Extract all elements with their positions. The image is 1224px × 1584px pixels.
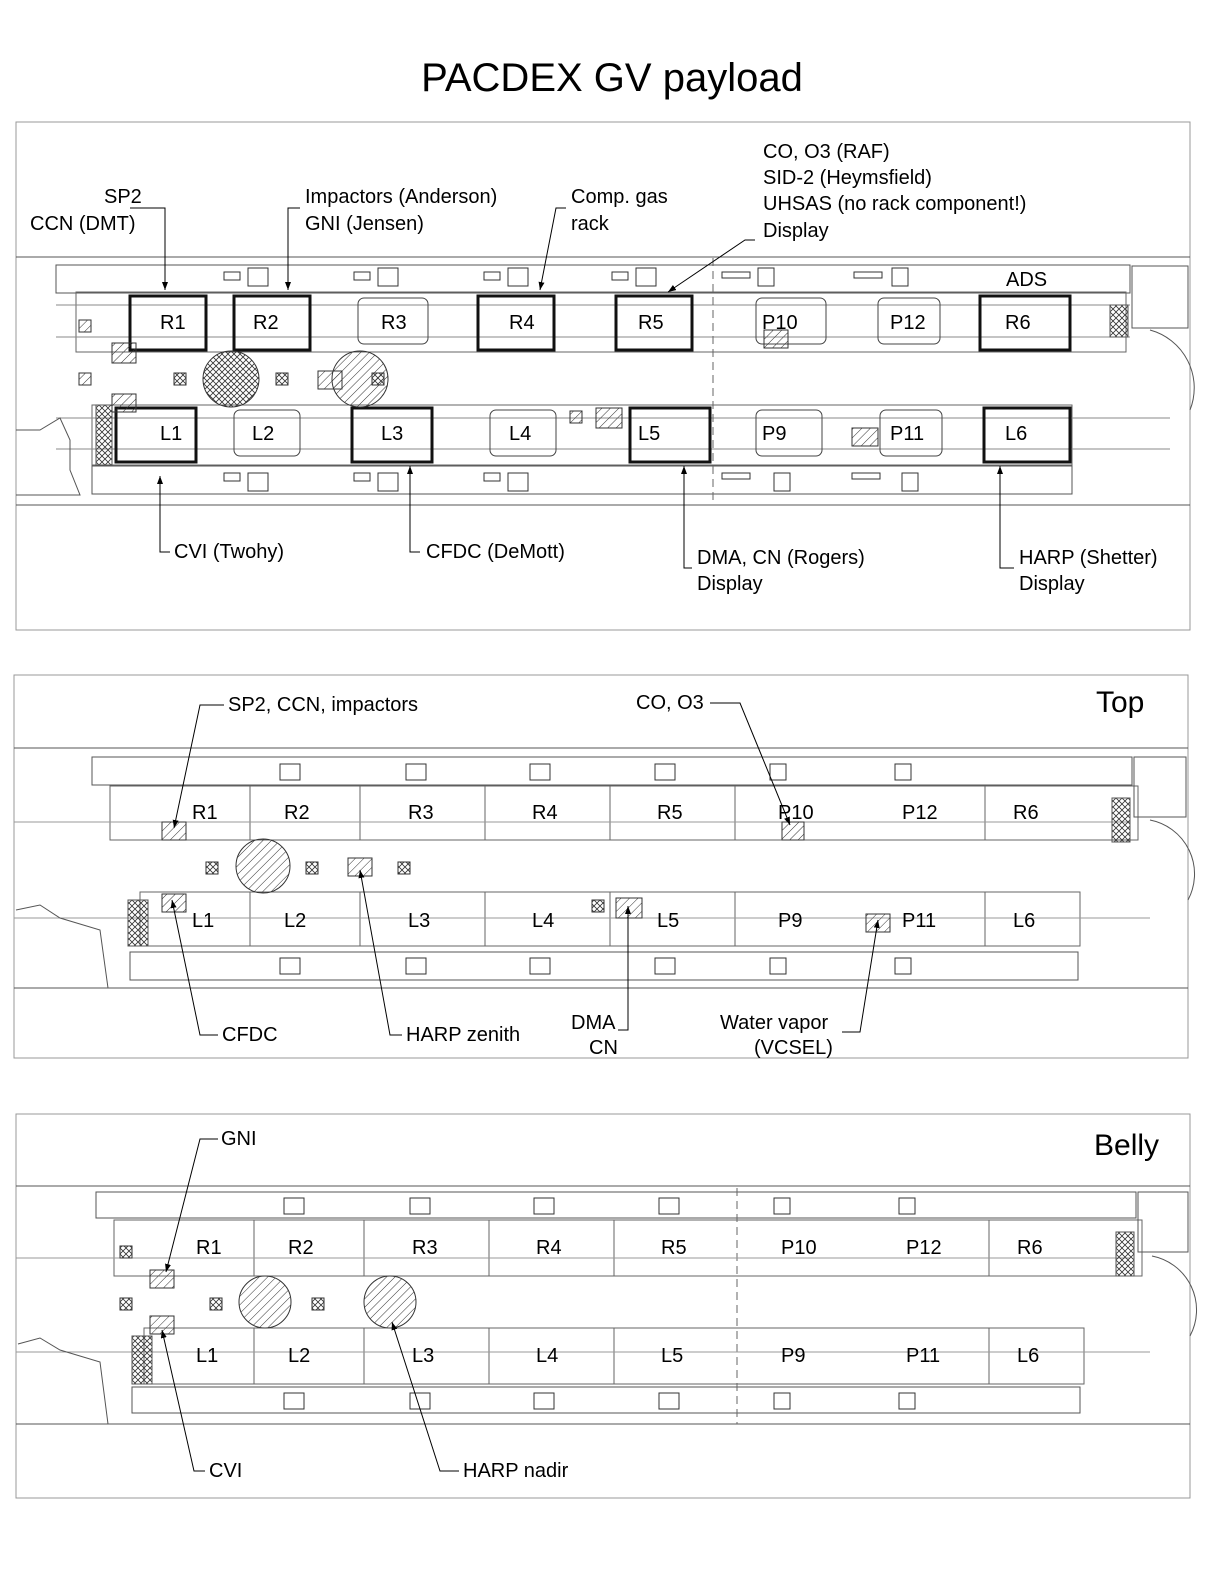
top-rack-l1: L1 xyxy=(192,910,215,932)
callout-co: CO, O3 (RAF) xyxy=(763,141,890,163)
callout-cvi: CVI (Twohy) xyxy=(174,541,285,563)
top-callout-co: CO, O3 xyxy=(636,692,704,714)
top-callout-cfdc: CFDC xyxy=(222,1024,278,1046)
belly-rack-r3: R3 xyxy=(412,1237,438,1259)
callout-compgas: Comp. gas xyxy=(571,186,668,208)
rack-label-r5: R5 xyxy=(638,312,664,334)
callout-dma: DMA, CN (Rogers) xyxy=(697,547,865,569)
ads-label: ADS xyxy=(1006,269,1048,291)
belly-callout-cvi: CVI xyxy=(209,1460,243,1482)
callout-dma-display: Display xyxy=(697,573,763,595)
belly-rack-r4: R4 xyxy=(536,1237,562,1259)
top-rack-r2: R2 xyxy=(284,802,310,824)
top-callout-harp: HARP zenith xyxy=(406,1024,521,1046)
callout-gni: GNI (Jensen) xyxy=(305,213,424,235)
callout-rack: rack xyxy=(571,213,609,235)
belly-rack-r2: R2 xyxy=(288,1237,314,1259)
belly-rack-l6: L6 xyxy=(1017,1345,1040,1367)
rack-label-l3: L3 xyxy=(381,423,404,445)
belly-heading: Belly xyxy=(1094,1129,1160,1162)
belly-rack-r1: R1 xyxy=(196,1237,222,1259)
page-title: PACDEX GV payload xyxy=(421,56,803,100)
top-rack-r4: R4 xyxy=(532,802,558,824)
belly-rack-l5: L5 xyxy=(661,1345,684,1367)
belly-rack-r5: R5 xyxy=(661,1237,687,1259)
top-rack-l4: L4 xyxy=(532,910,555,932)
top-callout-cn: CN xyxy=(589,1037,618,1059)
top-rack-l3: L3 xyxy=(408,910,431,932)
top-rack-p11: P11 xyxy=(902,910,937,932)
rack-label-r6: R6 xyxy=(1005,312,1031,334)
rack-label-l5: L5 xyxy=(638,423,661,445)
belly-rack-p12: P12 xyxy=(906,1237,942,1259)
top-rack-l6: L6 xyxy=(1013,910,1036,932)
top-rack-l5: L5 xyxy=(657,910,680,932)
top-callout-vcsel: (VCSEL) xyxy=(754,1037,833,1059)
rack-label-p12: P12 xyxy=(890,312,926,334)
rack-label-r3: R3 xyxy=(381,312,407,334)
top-rack-r6: R6 xyxy=(1013,802,1039,824)
top-heading: Top xyxy=(1096,686,1145,719)
belly-rack-r6: R6 xyxy=(1017,1237,1043,1259)
rack-label-l2: L2 xyxy=(252,423,275,445)
top-callout-dma: DMA xyxy=(571,1012,616,1034)
rack-label-p11: P11 xyxy=(890,423,925,445)
belly-rack-l1: L1 xyxy=(196,1345,219,1367)
rack-label-p9: P9 xyxy=(762,423,787,445)
top-rack-r5: R5 xyxy=(657,802,683,824)
top-rack-r3: R3 xyxy=(408,802,434,824)
belly-rack-p9: P9 xyxy=(781,1345,806,1367)
top-rack-p10: P10 xyxy=(778,802,814,824)
callout-cfdc: CFDC (DeMott) xyxy=(426,541,565,563)
belly-rack-l2: L2 xyxy=(288,1345,311,1367)
belly-callout-harp: HARP nadir xyxy=(463,1460,569,1482)
callout-uhsas: UHSAS (no rack component!) xyxy=(763,193,1027,215)
callout-harp: HARP (Shetter) xyxy=(1019,547,1158,569)
belly-callout-gni: GNI xyxy=(221,1128,257,1150)
top-callout-water: Water vapor xyxy=(720,1012,829,1034)
callout-sp2: SP2 xyxy=(104,186,142,208)
belly-rack-p10: P10 xyxy=(781,1237,817,1259)
top-rack-l2: L2 xyxy=(284,910,307,932)
rack-label-p10: P10 xyxy=(762,312,798,334)
panel-top xyxy=(14,675,1195,1059)
rack-label-l4: L4 xyxy=(509,423,532,445)
callout-display: Display xyxy=(763,220,829,242)
callout-impactors: Impactors (Anderson) xyxy=(305,186,498,208)
rack-label-r1: R1 xyxy=(160,312,186,334)
top-rack-r1: R1 xyxy=(192,802,218,824)
belly-rack-l3: L3 xyxy=(412,1345,435,1367)
top-rack-p9: P9 xyxy=(778,910,803,932)
rack-label-r4: R4 xyxy=(509,312,535,334)
callout-harp-display: Display xyxy=(1019,573,1085,595)
top-rack-p12: P12 xyxy=(902,802,938,824)
rack-label-l1: L1 xyxy=(160,423,183,445)
panel-belly xyxy=(16,1114,1197,1498)
top-callout-sp2: SP2, CCN, impactors xyxy=(228,694,419,716)
callout-ccn: CCN (DMT) xyxy=(30,213,136,235)
rack-label-l6: L6 xyxy=(1005,423,1028,445)
callout-sid: SID-2 (Heymsfield) xyxy=(763,167,932,189)
belly-rack-l4: L4 xyxy=(536,1345,559,1367)
panel-main xyxy=(16,122,1194,630)
rack-label-r2: R2 xyxy=(253,312,279,334)
belly-rack-p11: P11 xyxy=(906,1345,941,1367)
